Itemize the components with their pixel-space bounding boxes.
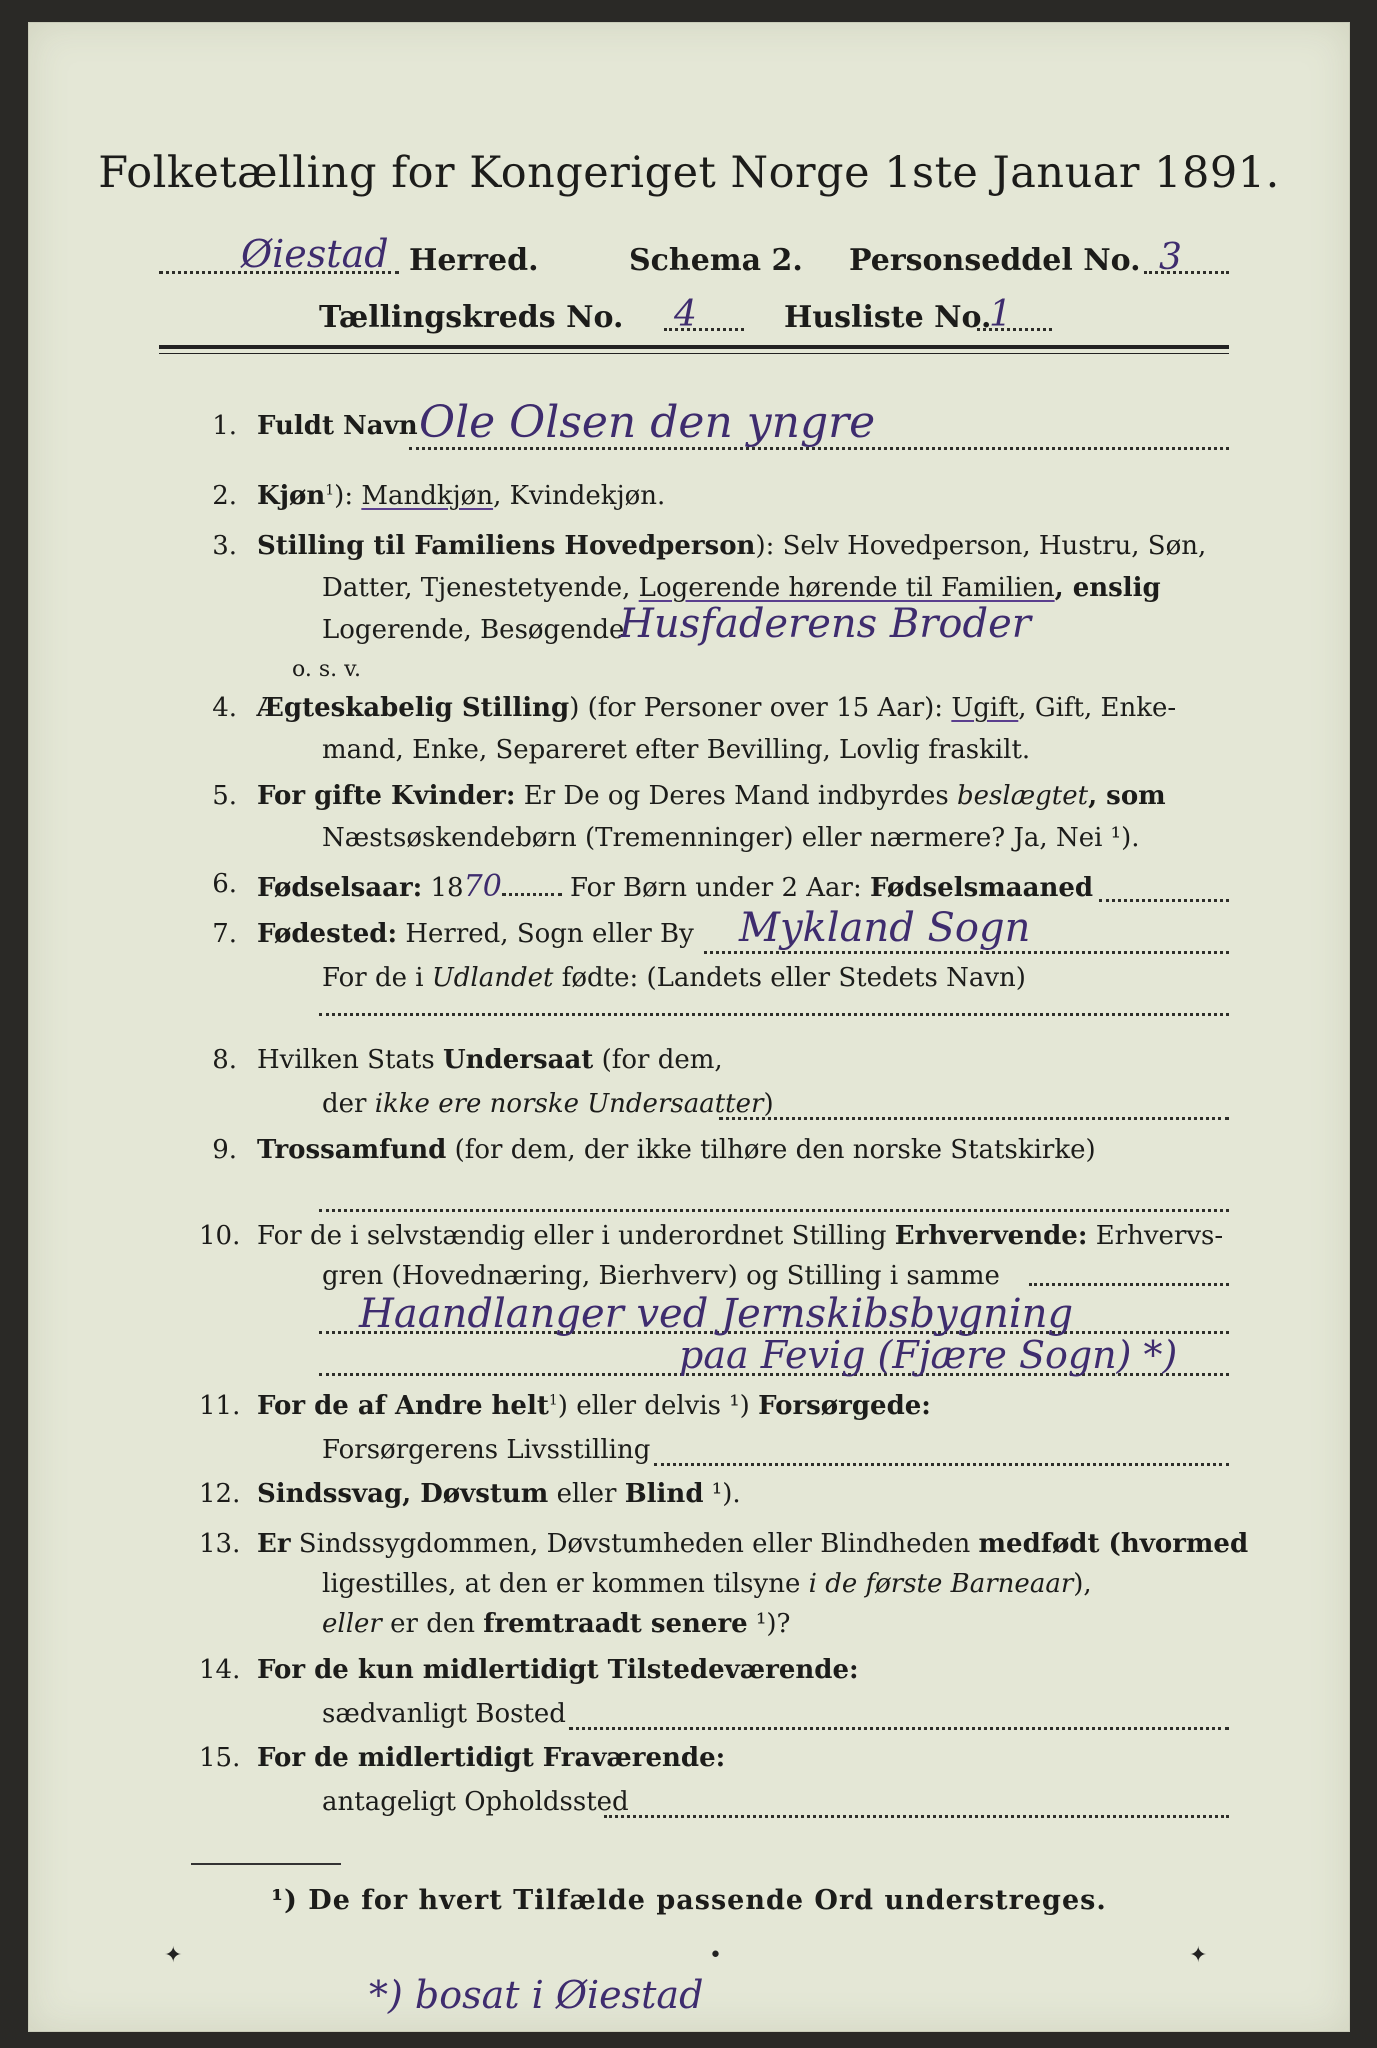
label-sindssvag: Sindssvag, Døvstum [257,1479,549,1509]
label-medfodt: medfødt [978,1529,1100,1559]
label-trossamfund: Trossamfund [257,1135,447,1165]
option-mandkjon-selected: Mandkjøn [361,481,494,511]
value-stilling: Husfaderens Broder [619,601,1031,647]
label-kjon: Kjøn [257,481,326,511]
field-stilling-familie: 3. Stilling til Familiens Hovedperson): Selv Hovedperson, Hustru, Søn, Datter, Tjenestetyende, Logerende hørende til Familien, enslig Logerende, Besøgende Husfaderens Broder o. s. v. [212,531,1207,682]
field-erhverv: 10. For de i selvstændig eller i underordnet Stilling Erhvervende: Erhvervs- gren (Hovednæring, Bierhverv) og Stilling i samme Haandlanger ved Jernskibsbygning paa Fevig (Fjære Sogn) *) [159,1221,1229,1381]
label-fravaerende: For de midlertidigt Fraværende: [257,1743,726,1773]
husliste-label: Husliste No. [784,300,992,335]
personseddel-value: 3 [1159,237,1182,278]
husliste-value: 1 [989,294,1012,335]
field-forsorgede: 11. For de af Andre helt$^1$) eller delvis ¹) Forsørgede: Forsørgerens Livsstilling [159,1391,1229,1471]
schema-label: Schema 2. [629,243,803,278]
field-tilstedevaerende: 14. For de kun midlertidigt Tilstedeværende: sædvanligt Bosted [159,1655,1229,1735]
bottom-handwritten-note: *) bosat i Øiestad [369,1973,704,2017]
field-gifte-kvinder: 5. For gifte Kvinder: Er De og Deres Mand indbyrdes beslægtet, som Næstsøskendebørn (Tremenninger) eller nærmere? Ja, Nei ¹). [212,781,1166,853]
punch-mark-right: ✦ [1189,1943,1208,1968]
value-erhverv-line1: Haandlanger ved Jernskibsbygning [359,1291,1074,1337]
header-divider [159,345,1229,349]
field-medfodt: 13. Er Sindssygdommen, Døvstumheden eller Blindheden medfødt (hvormed ligestilles, at den er kommen tilsyne i de første Barneaar), eller er den fremtraadt senere ¹)? [199,1529,1249,1639]
value-fodested: Mykland Sogn [739,905,1031,951]
label-aegteskabelig: Ægteskabelig Stilling [257,693,570,723]
taellingskreds-value: 4 [674,294,697,335]
punch-mark-left: ✦ [164,1943,183,1968]
field-kjon: 2. Kjøn$^1$): Mandkjøn, Kvindekjøn. [212,481,666,511]
label-fodested: Fødested: [257,919,398,949]
value-fuldt-navn: Ole Olsen den yngre [419,397,876,448]
value-fodselsaar: 70 [463,869,502,904]
label-fodselsaar: Fødselsaar: [257,873,423,903]
field-fodselsaar: 6. Fødselsaar: 1870 For Børn under 2 Aar: Fødselsmaaned [159,869,1229,909]
label-tilstedevaerende: For de kun midlertidigt Tilstedeværende: [257,1655,859,1685]
option-logerende-selected: Logerende hørende til Familien [638,573,1055,603]
header-line-2 [159,285,1229,341]
field-undersaat: 8. Hvilken Stats Undersaat (for dem, der ikke ere norske Undersaatter) [159,1045,1229,1125]
label-fuldt-navn: Fuldt Navn [257,411,418,441]
label-undersaat: Undersaat [442,1045,594,1075]
field-trossamfund: 9. Trossamfund (for dem, der ikke tilhøre den norske Statskirke) [159,1127,1229,1217]
label-forsorgede-a: For de af Andre helt [257,1391,549,1421]
header-line-1 [159,228,1229,284]
field-sindssvag: 12. Sindssvag, Døvstum eller Blind ¹). [199,1479,741,1509]
personseddel-label: Personseddel No. [849,243,1141,278]
label-erhvervende: Erhvervende: [894,1221,1088,1251]
form-title: Folketælling for Kongeriget Norge 1ste Januar 1891. [98,148,1280,198]
field-fodested: 7. Fødested: Herred, Sogn eller By Mykland Sogn For de i Udlandet fødte: (Landets eller Stedets Navn) [159,911,1229,1021]
census-form-sheet [28,22,1350,2032]
herred-value: Øiestad [241,232,389,276]
field-aegteskabelig: 4. Ægteskabelig Stilling) (for Personer over 15 Aar): Ugift, Gift, Enke- mand, Enke, Separeret efter Bevilling, Lovlig fraskilt. [212,693,1177,765]
value-erhverv-line2: paa Fevig (Fjære Sogn) *) [679,1333,1178,1377]
punch-mark-center: • [709,1943,722,1968]
taellingskreds-label: Tællingskreds No. [319,300,624,335]
option-ugift-selected: Ugift [951,693,1019,723]
footnote-divider [191,1863,341,1865]
herred-label: Herred. [409,243,539,278]
footnote: ¹) De for hvert Tilfælde passende Ord understreges. [271,1885,1107,1916]
field-fuldt-navn: 1. Fuldt Navn Ole Olsen den yngre [159,411,1229,451]
label-stilling: Stilling til Familiens Hovedperson [257,531,756,561]
field-fravaerende: 15. For de midlertidigt Fraværende: antageligt Opholdssted [159,1743,1229,1823]
label-gifte-kvinder: For gifte Kvinder: [257,781,516,811]
